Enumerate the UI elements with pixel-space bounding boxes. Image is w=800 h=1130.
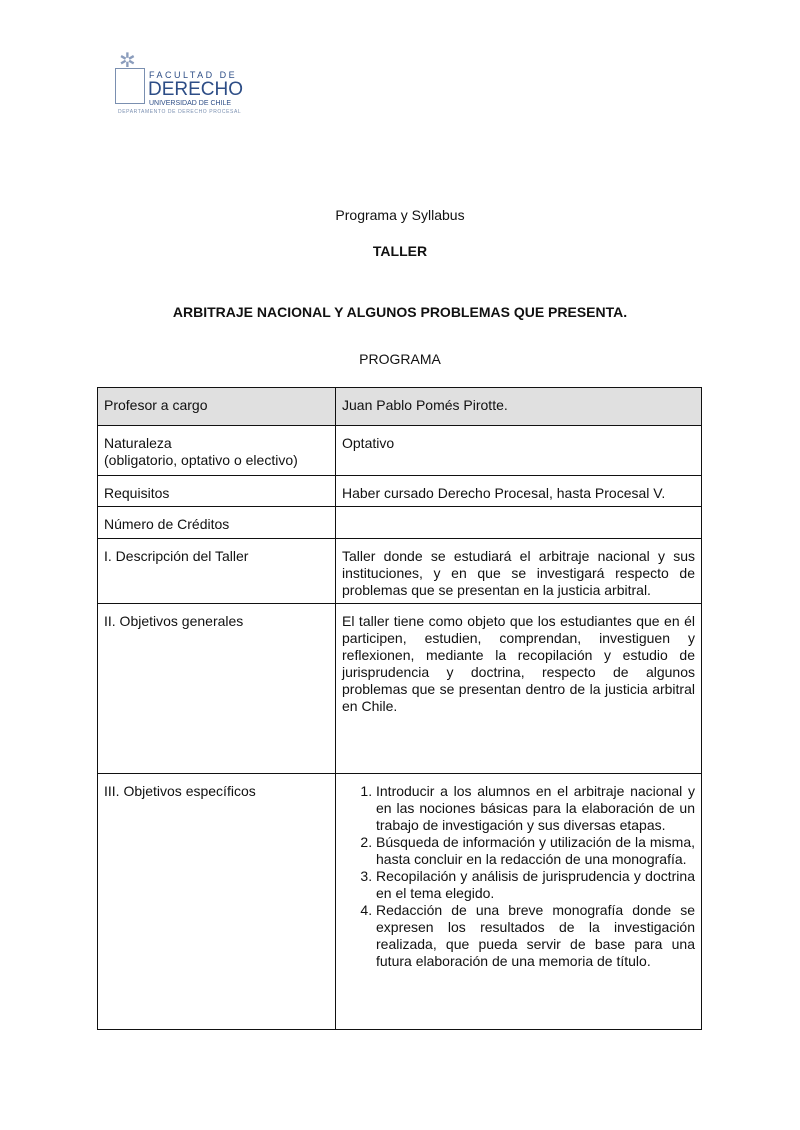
row-label: III. Objetivos específicos [98, 774, 336, 1030]
row-label: II. Objetivos generales [98, 604, 336, 774]
table-row [98, 774, 702, 1030]
row-value: Taller donde se estudiará el arbitraje nacional y sus instituciones, y en que se investigará respecto de problemas que se presentan en la justicia arbitral. [336, 539, 702, 604]
row-value [336, 507, 702, 539]
row-value [336, 774, 702, 1030]
row-label: Número de Créditos [98, 507, 336, 539]
list-item: 3. Recopilación y análisis de jurisprudencia y doctrina en el tema elegido. [376, 868, 695, 902]
row-label: I. Descripción del Taller [98, 539, 336, 604]
star-icon: ✲ [119, 50, 136, 72]
table-row [98, 507, 702, 539]
row-value: Optativo [336, 426, 702, 476]
logo-line: DEPARTAMENTO DE DERECHO PROCESAL [118, 109, 242, 115]
label-text: Naturaleza [104, 435, 172, 451]
subtitle: Programa y Syllabus [335, 207, 465, 223]
crest-icon [115, 68, 145, 104]
list-item: 2. Búsqueda de información y utilización de la misma, hasta concluir en la redacción de una monografía. [376, 834, 695, 868]
list-item: 1. Introducir a los alumnos en el arbitraje nacional y en las nociones básicas para la elaboración de un trabajo de investigación y sus diversas etapas. [376, 783, 695, 834]
row-label: Requisitos [98, 476, 336, 507]
doc-type: TALLER [372, 243, 428, 259]
page-title: ARBITRAJE NACIONAL Y ALGUNOS PROBLEMAS QUE PRESENTA. [172, 304, 628, 320]
label-note: (obligatorio, optativo o electivo) [104, 452, 298, 468]
row-value: Juan Pablo Pomés Pirotte. [336, 388, 702, 426]
logo-line: UNIVERSIDAD DE CHILE [149, 100, 232, 107]
program-table [97, 387, 702, 1030]
table-row [98, 388, 702, 426]
table-row [98, 604, 702, 774]
row-label: Profesor a cargo [98, 388, 336, 426]
faculty-logo [115, 48, 245, 118]
section-heading: PROGRAMA [359, 351, 441, 367]
row-label [98, 426, 336, 476]
objectives-list [342, 783, 695, 970]
list-item: 4. Redacción de una breve monografía donde se expresen los resultados de la investigación realizada, que pueda servir de base para una futura elaboración de una memoria de título. [376, 902, 695, 970]
table-row [98, 426, 702, 476]
row-value: Haber cursado Derecho Procesal, hasta Procesal V. [336, 476, 702, 507]
logo-line: FACULTAD DE [149, 70, 238, 80]
row-value: El taller tiene como objeto que los estudiantes que en él participen, estudien, comprendan, investiguen y reflexionen, mediante la recopilación y estudio de jurisprudencia y doctrina, respecto de algunos problemas que se presentan dentro de la justicia arbitral en Chile. [336, 604, 702, 774]
table-row [98, 539, 702, 604]
logo-line: DERECHO [148, 79, 244, 100]
table-row [98, 476, 702, 507]
